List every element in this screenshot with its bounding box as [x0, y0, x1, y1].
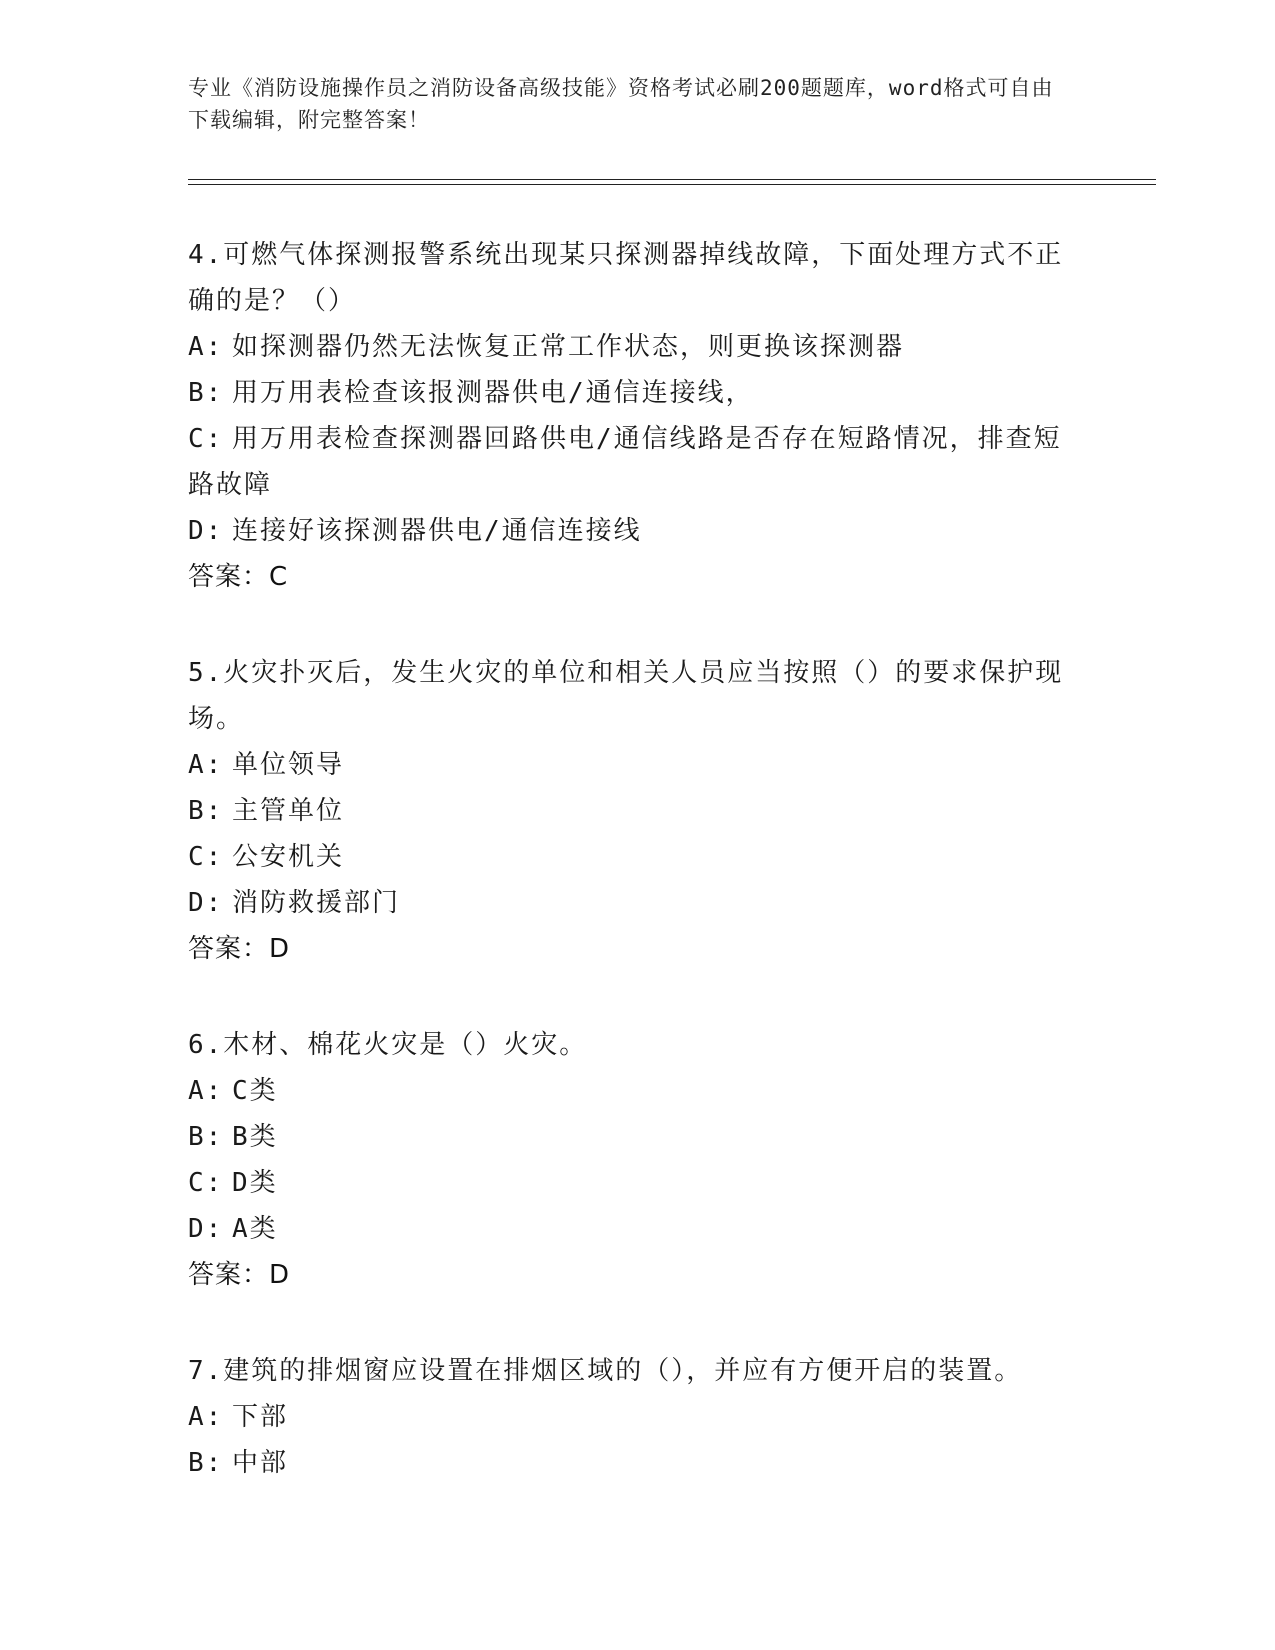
option-key: B: — [188, 1448, 224, 1478]
option-text: 下部 — [232, 1402, 289, 1432]
answer-option — [188, 416, 1068, 508]
document-header — [188, 72, 1068, 136]
option-text: 用万用表检查探测器回路供电/通信线路是否存在短路情况，排查短路故障 — [188, 424, 1062, 500]
option-text: 单位领导 — [232, 750, 345, 780]
option-key: A: — [188, 332, 224, 362]
header-title: 专业《消防设施操作员之消防设备高级技能》资格考试必刷200题题库，word格式可自由下载编辑，附完整答案！ — [188, 76, 1054, 132]
question-stem: 4.可燃气体探测报警系统出现某只探测器掉线故障，下面处理方式不正确的是？（） — [188, 240, 1064, 316]
question-item — [188, 1022, 1068, 1298]
answer-option — [188, 834, 1068, 880]
option-text: D类 — [232, 1168, 278, 1198]
question-stem: 7.建筑的排烟窗应设置在排烟区域的（），并应有方便开启的装置。 — [188, 1356, 1023, 1386]
question-item — [188, 650, 1068, 972]
answer-option — [188, 742, 1068, 788]
option-key: A: — [188, 750, 224, 780]
answer-option — [188, 880, 1068, 926]
option-text: 用万用表检查该报测器供电/通信连接线， — [232, 378, 754, 408]
answer-option — [188, 370, 1068, 416]
option-key: D: — [188, 888, 224, 918]
answer-option — [188, 324, 1068, 370]
option-key: A: — [188, 1402, 224, 1432]
answer-option — [188, 1206, 1068, 1252]
question-list — [188, 232, 1068, 1536]
option-key: C: — [188, 842, 224, 872]
option-text: C类 — [232, 1076, 278, 1106]
question-item — [188, 232, 1068, 600]
header-divider-line — [188, 184, 1156, 185]
option-key: C: — [188, 1168, 224, 1198]
option-key: A: — [188, 1076, 224, 1106]
answer-line: 答案：D — [188, 1260, 291, 1290]
answer-option — [188, 1160, 1068, 1206]
option-key: B: — [188, 796, 224, 826]
option-key: B: — [188, 1122, 224, 1152]
answer-option — [188, 1440, 1068, 1486]
question-item — [188, 1348, 1068, 1486]
answer-option — [188, 1068, 1068, 1114]
option-text: 公安机关 — [232, 842, 345, 872]
answer-option — [188, 508, 1068, 554]
option-text: 消防救援部门 — [232, 888, 401, 918]
option-text: 如探测器仍然无法恢复正常工作状态，则更换该探测器 — [232, 332, 905, 362]
option-key: C: — [188, 424, 224, 454]
option-key: D: — [188, 1214, 224, 1244]
answer-option — [188, 1394, 1068, 1440]
option-key: D: — [188, 516, 224, 546]
header-divider-line — [188, 179, 1156, 180]
answer-option — [188, 788, 1068, 834]
question-stem: 6.木材、棉花火灾是（）火灾。 — [188, 1030, 588, 1060]
answer-line: 答案：C — [188, 562, 289, 592]
option-key: B: — [188, 378, 224, 408]
option-text: 连接好该探测器供电/通信连接线 — [232, 516, 642, 546]
option-text: B类 — [232, 1122, 278, 1152]
option-text: 中部 — [232, 1448, 289, 1478]
option-text: 主管单位 — [232, 796, 345, 826]
answer-line: 答案：D — [188, 934, 291, 964]
option-text: A类 — [232, 1214, 278, 1244]
question-stem: 5.火灾扑灭后，发生火灾的单位和相关人员应当按照（）的要求保护现场。 — [188, 658, 1064, 734]
answer-option — [188, 1114, 1068, 1160]
